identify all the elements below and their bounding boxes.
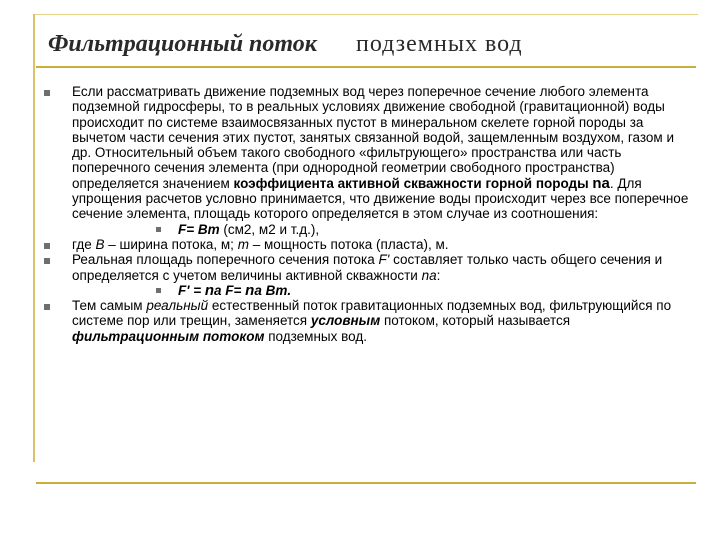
text-run: Если рассматривать движение подземных вод через поперечное сечение любого элемента подземной гидросферы, то в реальных условиях движение свободной (гравитационной) воды происходит по системе взаимосвязанных пустот в минеральном скелете горной породы за вычетом части сечения этих пустот, занятых связанной водой, защемленным воздухом, газом и др. Относительный объем такого свободного «фильтрующего» пространства или часть поперечного сечения элемента (при однородной геометрии свободного пространства) определяется значением [72, 84, 674, 191]
text-run: составляет только часть общего сечения и определяется с учетом величины активной скважности [72, 252, 663, 283]
text-run: Реальная площадь поперечного сечения потока [72, 252, 379, 268]
square-bullet-icon [44, 304, 50, 310]
square-bullet-icon [156, 227, 161, 232]
bullet-paragraph-3 [72, 252, 694, 283]
square-bullet-icon [44, 258, 50, 264]
formula-text: a F= [214, 282, 246, 298]
frame-top-line [33, 14, 698, 15]
italic-symbol: na [421, 267, 437, 283]
text-run: потоком, который называется [380, 313, 571, 329]
bold-term: коэффициента активной скважности горной породы [233, 175, 593, 191]
formula-units: (см2, м2 и т.д.), [219, 221, 320, 237]
title-part-regular: подземных вод [356, 31, 523, 57]
text-run: подземных вод. [264, 328, 367, 344]
bullet-paragraph-2 [72, 237, 694, 252]
bullet-paragraph-1 [72, 84, 694, 222]
bold-italic-term: фильтрационным потоком [72, 328, 265, 344]
formula-text: a Bm. [254, 282, 292, 298]
italic-symbol: m [237, 236, 249, 252]
formula-text: F' = [178, 282, 205, 298]
formula-line-1 [72, 222, 694, 237]
text-run: . Для упрощения расчетов условно принимается, что движение воды происходит через все поперечное сечение элемента, площадь которого определяется в этом случае из соотношения: [72, 175, 689, 222]
formula-symbol: n [204, 281, 215, 299]
slide-title [48, 24, 668, 64]
formula-symbol: n [245, 281, 255, 299]
formula-text: F= Bm [178, 221, 220, 237]
italic-symbol: F' [378, 252, 390, 268]
text-run: естественный поток гравитационных подземных вод, фильтрующийся по системе пор или трещин, заменяется [72, 298, 672, 329]
square-bullet-icon [44, 90, 50, 96]
italic-symbol: B [95, 236, 105, 252]
bold-symbol: na [592, 174, 610, 192]
bottom-divider [36, 482, 696, 484]
text-run: Тем самым [72, 298, 147, 314]
text-run: : [436, 267, 441, 283]
italic-term: реальный [146, 298, 209, 314]
square-bullet-icon [156, 288, 161, 293]
text-run: – ширина потока, м; [104, 236, 238, 252]
text-run: – мощность потока (пласта), м. [248, 236, 449, 252]
title-part-italic: Фильтрационный поток [48, 31, 317, 57]
frame-left-line [33, 14, 35, 462]
bold-italic-term: условным [310, 313, 381, 329]
bullet-paragraph-4 [72, 298, 694, 344]
square-bullet-icon [44, 243, 50, 249]
text-run: где [72, 236, 96, 252]
title-divider [36, 66, 696, 68]
slide-body [72, 84, 694, 344]
formula-line-2 [72, 283, 694, 298]
